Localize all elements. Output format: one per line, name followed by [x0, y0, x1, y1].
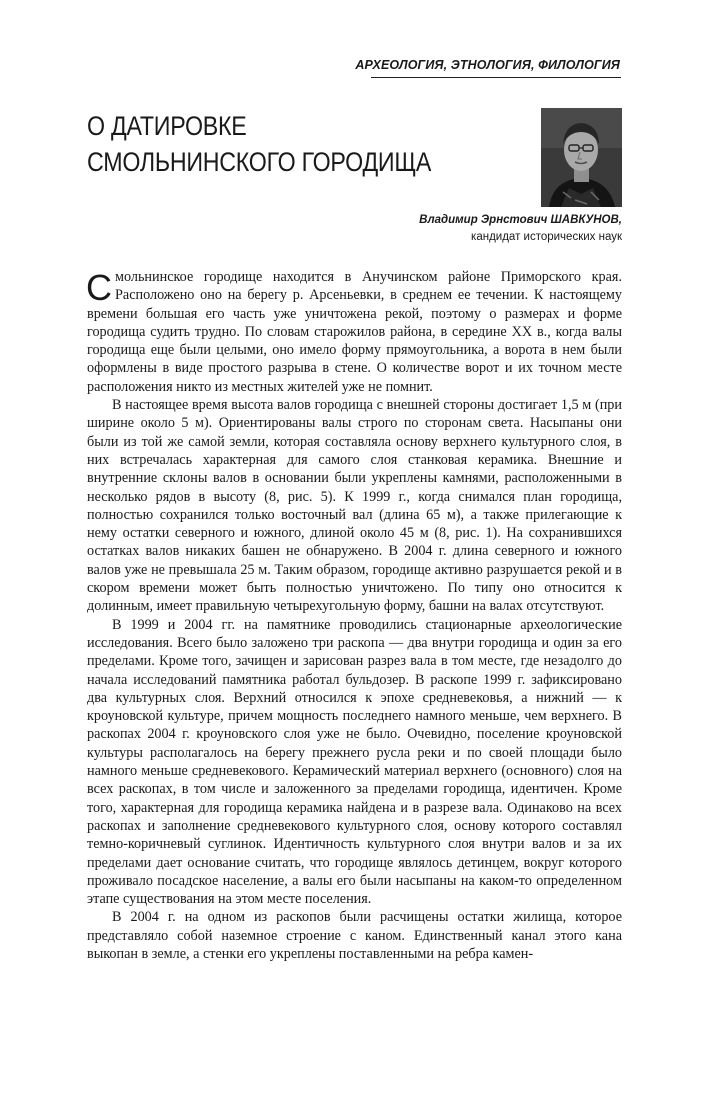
- paragraph-1: [87, 268, 622, 396]
- drop-cap: С: [86, 267, 112, 308]
- author-photo: [541, 108, 622, 207]
- title-line-2: СМОЛЬНИНСКОГО ГОРОДИЩА: [87, 147, 432, 177]
- author-name: Владимир Эрнстович ШАВКУНОВ,: [419, 214, 622, 226]
- paragraph-4: В 2004 г. на одном из раскопов были расчищены остатки жилища, которое представляло собой наземное строение с каном. Единственный канал этого кана выкопан в земле, а стенки его укреплены поставленными на ребра камен-: [87, 909, 622, 962]
- title-line-1: О ДАТИРОВКЕ: [87, 111, 247, 141]
- paragraph-3: В 1999 и 2004 гг. на памятнике проводились стационарные археологические исследования. Всего было заложено три раскопа — два внутри городища и один за его пределами. Кроме того, зачищен и зарисован разрез вала в том месте, где незадолго до начала исследований памятника работал бульдозер. В раскопе 1999 г. зафиксировано два культурных слоя. Верхний относился к эпохе средневековья, а нижний — к кроуновской культуре, причем мощность последнего намного меньше, чем верхнего. В раскопах 2004 г. кроуновского слоя уже не было. Очевидно, поселение кроуновской культуры располагалось на берегу прежнего русла реки и по своей площади было намного меньше средневекового. Керамический материал верхнего (основного) слоя на всех раскопах, в том числе и заложенного за пределами городища, идентичен. Кроме того, характерная для городища керамика найдена и в разрезе вала. Одинаково на всех раскопах и заполнение средневекового культурного слоя, основу которого составлял темно-коричневый суглинок. Идентичность культурного слоя внутри валов и за их пределами дает основание считать, что городище являлось детинцем, вокруг которого проживало посадское население, а валы его были насыпаны на каком-то определенном этапе существования на этом месте поселения.: [87, 616, 622, 908]
- author-degree: кандидат исторических наук: [471, 231, 622, 243]
- paragraph-2: В настоящее время высота валов городища с внешней стороны достигает 1,5 м (при ширине около 5 м). Ориентированы валы строго по сторонам света. Насыпаны они были из той же самой земли, которая составляла основу верхнего культурного слоя, в них встречалась характерная для самого слоя станковая керамика. Внешние и внутренние склоны валов в основании были укреплены камнями, расположенными в несколько рядов в высоту (8, рис. 5). К 1999 г., когда снимался план городища, полностью сохранился только восточный вал (длина 65 м), а также прилегающие к нему остатки северного и южного, длиной около 45 м (8, рис. 1). На сохранившихся остатках валов никаких башен не обнаружено. В 2004 г. длина северного и южного валов уже не превышала 25 м. Таким образом, городище активно разрушается рекой и в скором времени может быть полностью уничтожено. По типу оно относится к долинным, имеет правильную четырехугольную форму, башни на валах отсутствуют.: [87, 397, 622, 615]
- author-block: [419, 212, 622, 246]
- article-title: [87, 108, 431, 180]
- article-body: [87, 268, 622, 963]
- section-rubric: АРХЕОЛОГИЯ, ЭТНОЛОГИЯ, ФИЛОЛОГИЯ: [355, 58, 620, 72]
- rubric-divider: [371, 77, 621, 78]
- paragraph-1-text: мольнинское городище находится в Анучинском районе Приморского края. Расположено оно на берегу р. Арсеньевки, в среднем ее течении. К настоящему времени большая его часть уже уничтожена рекой, поэтому о размерах и форме городища судить трудно. По словам старожилов района, в середине XX в., когда валы городища еще были целыми, оно имело форму прямоугольника, а ворота в нем были оформлены в виде простого разрыва в стене. О количестве ворот и их точном месте расположения никто из местных жителей уже не помнит.: [87, 269, 622, 395]
